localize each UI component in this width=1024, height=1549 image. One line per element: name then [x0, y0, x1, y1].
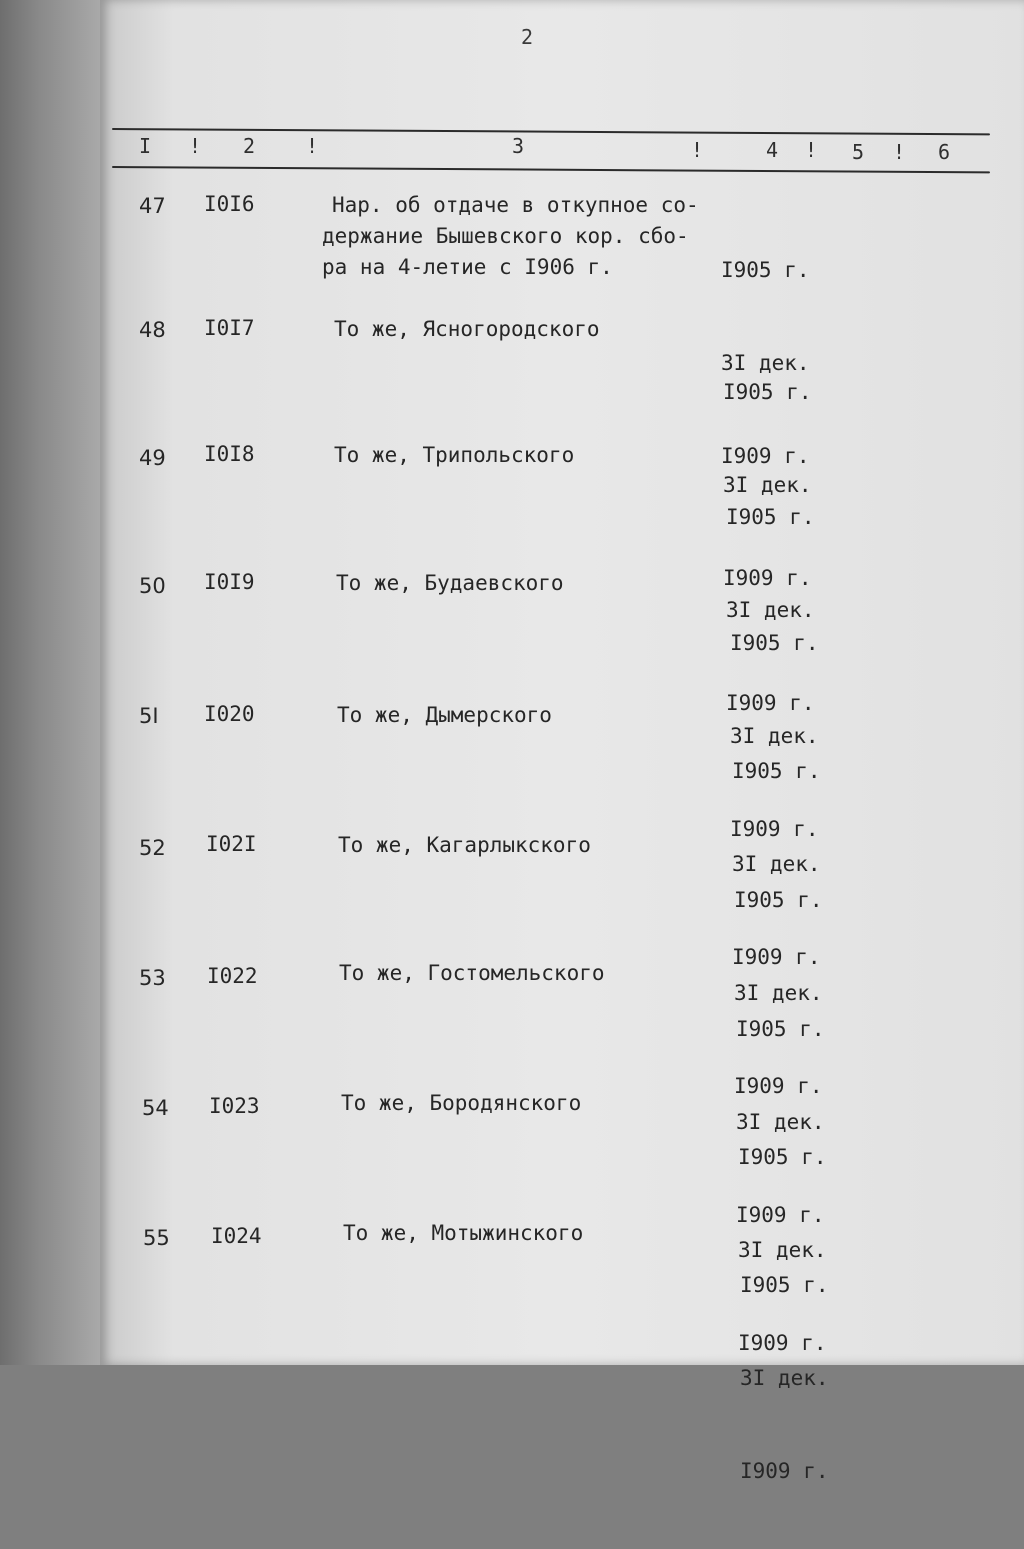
header-col-2: 2	[243, 134, 256, 158]
date-line: I909 г.	[721, 444, 810, 468]
row-number: 55	[143, 1226, 170, 1250]
date-line: I905 г.	[726, 505, 815, 529]
row-code: I024	[211, 1224, 262, 1248]
row-description	[341, 1088, 731, 1119]
date-line: I909 г.	[726, 691, 815, 715]
row-code: I0I7	[204, 316, 255, 340]
header-col-3: 3	[512, 134, 525, 158]
date-line: I909 г.	[740, 1459, 829, 1483]
date-line: I909 г.	[732, 945, 821, 969]
description-line: держание Бышевского кор. сбо-	[322, 224, 689, 248]
date-line: I905 г.	[723, 380, 812, 404]
date-line: 3I дек.	[721, 351, 810, 375]
row-description	[334, 314, 724, 345]
row-description	[339, 958, 729, 989]
date-line: 3I дек.	[732, 852, 821, 876]
date-line: 3I дек.	[736, 1110, 825, 1134]
date-line: I905 г.	[730, 631, 819, 655]
row-description	[338, 830, 728, 861]
header-separator: !	[306, 134, 319, 158]
page-number: 2	[521, 25, 534, 49]
row-number: 5I	[139, 704, 159, 728]
description-line: ра на 4-летие с I906 г.	[322, 255, 613, 279]
header-separator: !	[691, 138, 704, 162]
date-line: I909 г.	[730, 817, 819, 841]
header-col-1: I	[139, 134, 152, 158]
row-code: I022	[207, 964, 258, 988]
row-number: 49	[139, 446, 166, 470]
date-line: I909 г.	[738, 1331, 827, 1355]
row-number: 48	[139, 318, 166, 342]
header-separator: !	[189, 134, 202, 158]
row-dates	[740, 1208, 829, 1549]
description-line: То же, Бородянского	[341, 1091, 582, 1115]
row-description	[322, 190, 712, 283]
date-line: I909 г.	[723, 566, 812, 590]
row-code: I0I8	[204, 442, 255, 466]
description-line: То же, Кагарлыкского	[338, 833, 591, 857]
row-code: I0I9	[204, 570, 255, 594]
description-line: То же, Ясногородского	[334, 317, 600, 341]
header-col-4: 4	[766, 138, 779, 162]
row-code: I02I	[206, 832, 257, 856]
row-description	[334, 440, 724, 471]
header-col-6: 6	[938, 140, 951, 164]
description-line: То же, Дымерского	[337, 703, 552, 727]
row-number: 50	[139, 574, 166, 598]
date-line: I909 г.	[734, 1074, 823, 1098]
row-number: 47	[139, 194, 166, 218]
header-separator: !	[805, 138, 818, 162]
date-line: I905 г.	[736, 1017, 825, 1041]
date-line: I905 г.	[734, 888, 823, 912]
date-line: 3I дек.	[734, 981, 823, 1005]
date-line: 3I дек.	[738, 1238, 827, 1262]
row-code: I0I6	[204, 192, 255, 216]
date-line: I905 г.	[740, 1273, 829, 1297]
date-line: I905 г.	[738, 1145, 827, 1169]
row-description	[336, 568, 726, 599]
row-code: I023	[209, 1094, 260, 1118]
date-line: 3I дек.	[730, 724, 819, 748]
header-col-5: 5	[852, 140, 865, 164]
row-number: 54	[142, 1096, 169, 1120]
row-description	[337, 700, 727, 731]
description-line: Нар. об отдаче в откупное со-	[332, 193, 699, 217]
description-line: То же, Мотыжинского	[343, 1221, 584, 1245]
description-line: То же, Гостомельского	[339, 961, 605, 985]
row-description	[343, 1218, 733, 1249]
adjacent-page-edge	[0, 0, 100, 1365]
date-line: 3I дек.	[740, 1366, 829, 1390]
row-number: 53	[139, 966, 166, 990]
row-code: I020	[204, 702, 255, 726]
header-separator: !	[893, 140, 906, 164]
date-line: 3I дек.	[726, 598, 815, 622]
row-number: 52	[139, 836, 166, 860]
date-line: I905 г.	[732, 759, 821, 783]
date-line: I909 г.	[736, 1203, 825, 1227]
description-line: То же, Трипольского	[334, 443, 575, 467]
date-line: I905 г.	[721, 258, 810, 282]
date-line: 3I дек.	[723, 473, 812, 497]
description-line: То же, Будаевского	[336, 571, 564, 595]
